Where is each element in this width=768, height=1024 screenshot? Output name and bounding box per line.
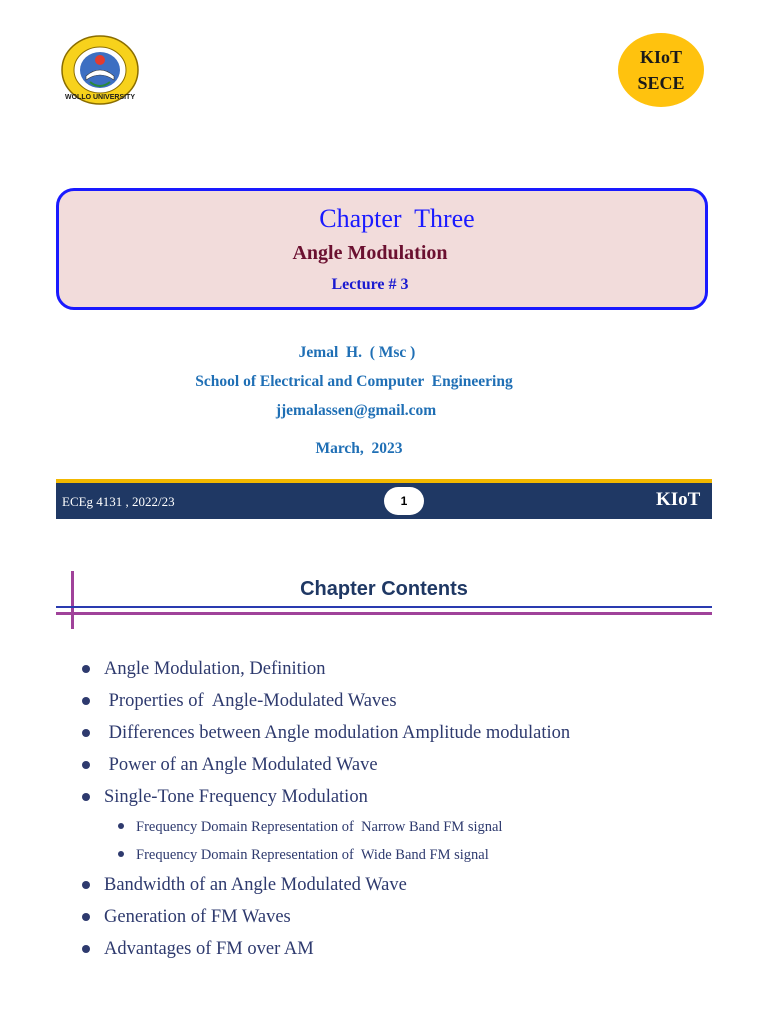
- list-item: Bandwidth of an Angle Modulated Wave: [80, 872, 740, 904]
- school-name: School of Electrical and Computer Engineering: [195, 373, 513, 390]
- chapter-subtitle: Angle Modulation: [292, 242, 448, 264]
- contents-title: Chapter Contents: [300, 578, 468, 600]
- page-number: 1: [384, 487, 424, 515]
- bullet-icon: [82, 665, 90, 673]
- list-item: Power of an Angle Modulated Wave: [80, 752, 740, 784]
- sub-bullet-icon: [118, 823, 124, 829]
- divider-blue: [56, 606, 712, 608]
- list-item: Properties of Angle-Modulated Waves: [80, 688, 740, 720]
- list-item: Single-Tone Frequency Modulation: [80, 784, 740, 816]
- divider-purple: [56, 612, 712, 615]
- course-code: ECEg 4131 , 2022/23: [62, 494, 175, 509]
- bullet-icon: [82, 793, 90, 801]
- footer-brand: KIoT: [656, 489, 701, 510]
- list-subitem: Frequency Domain Representation of Narrow Band FM signal: [80, 816, 740, 844]
- kiot-sece-badge: [618, 33, 704, 107]
- chapter-title: Chapter Three: [319, 204, 475, 233]
- bullet-icon: [82, 913, 90, 921]
- university-logo: [60, 34, 140, 106]
- author-name: Jemal H. ( Msc ): [298, 344, 416, 361]
- author-email: jjemalassen@gmail.com: [275, 402, 437, 419]
- lecture-number: Lecture # 3: [331, 276, 409, 293]
- sub-bullet-icon: [118, 851, 124, 857]
- badge-line2: SECE: [637, 73, 685, 93]
- bullet-icon: [82, 945, 90, 953]
- bullet-icon: [82, 761, 90, 769]
- list-item: Advantages of FM over AM: [80, 936, 740, 968]
- bullet-icon: [82, 881, 90, 889]
- badge-line1: KIoT: [639, 47, 682, 67]
- contents-list: [80, 656, 740, 968]
- list-subitem: Frequency Domain Representation of Wide Band FM signal: [80, 844, 740, 872]
- bullet-icon: [82, 697, 90, 705]
- lecture-date: March, 2023: [315, 440, 403, 457]
- list-item: Angle Modulation, Definition: [80, 656, 740, 688]
- list-item: Generation of FM Waves: [80, 904, 740, 936]
- list-item: Differences between Angle modulation Amplitude modulation: [80, 720, 740, 752]
- bullet-icon: [82, 729, 90, 737]
- wollo-university-seal-icon: [60, 34, 140, 106]
- svg-text:WOLLO UNIVERSITY: WOLLO UNIVERSITY: [65, 94, 135, 101]
